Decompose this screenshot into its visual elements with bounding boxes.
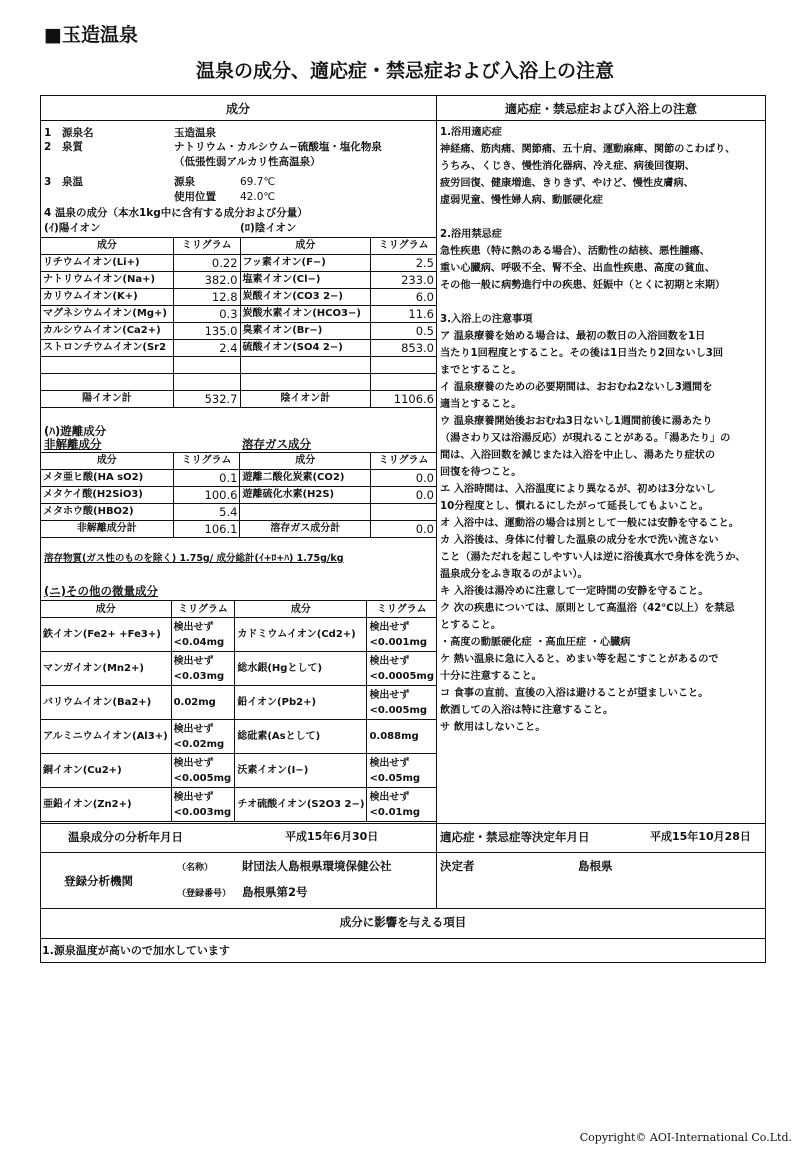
trace-mg-line1: 検出せず <box>369 689 410 701</box>
free-heading: (ﾊ)遊離成分 <box>44 424 107 438</box>
trace-name: 銅イオン(Cu2+) <box>41 754 172 788</box>
ion-table <box>40 237 437 408</box>
quality-label: 泉質 <box>62 141 83 153</box>
nondissociated-total-label: 非解離成分計 <box>41 521 174 538</box>
text-line: ク 次の疾患については、原則として高温浴（42℃以上）を禁忌 <box>440 603 735 614</box>
text-line: オ 入浴中は、運動浴の場合は別として一般には安静を守ること。 <box>440 518 739 529</box>
footer-column-divider <box>436 823 437 908</box>
trace-mg-line2: <0.003mg <box>173 806 232 818</box>
affecting-item-1: 1.源泉温度が高いので加水しています <box>42 944 230 957</box>
cation-name <box>41 374 174 391</box>
decider-label: 決定者 <box>440 859 475 873</box>
gas-mg: 0.0 <box>371 470 437 487</box>
text-line: 虚弱児童、慢性婦人病、動脈硬化症 <box>440 195 603 206</box>
text-line: 疲労回復、健康増進、きりきず、やけど、慢性皮膚病、 <box>440 178 694 189</box>
trace-mg <box>367 754 437 788</box>
text-line: コ 食事の直前、直後の入浴は避けることが望ましいこと。 <box>440 688 709 699</box>
gas-total-value: 0.0 <box>371 521 437 538</box>
right-header: 適応症・禁忌症および入浴上の注意 <box>504 102 697 116</box>
trace-mg-line2: <0.01mg <box>369 806 421 818</box>
free-total-row <box>41 521 437 538</box>
text-line: までとすること。 <box>440 365 522 376</box>
trace-mg-line2: <0.0005mg <box>369 670 434 682</box>
dissolved-summary: 溶存物質(ガス性のものを除く) 1.75g/ 成分総計(ｲ+ﾛ+ﾊ) 1.75g/kg <box>44 553 344 564</box>
dissolved-gas-heading: 溶存ガス成分 <box>242 437 311 451</box>
trace-mg-line1: 検出せず <box>173 757 214 769</box>
text-line: とすること。 <box>440 620 502 631</box>
quality-num: 2 <box>44 141 52 153</box>
text-line: 飲酒しての入浴は特に注意すること。 <box>440 705 614 716</box>
text-line: 温泉成分をふき取るのがよい）。 <box>440 569 588 580</box>
nondissociated-name: メタケイ酸(H2SiO3) <box>41 487 174 504</box>
table-row <box>41 618 437 652</box>
trace-mg-line2: <0.005mg <box>173 772 232 784</box>
trace-mg-line2: <0.05mg <box>369 772 421 784</box>
trace-mg-line2: <0.001mg <box>369 636 428 648</box>
trace-name: 亜鉛イオン(Zn2+) <box>41 788 172 822</box>
text-line: イ 温泉療養のための必要期間は、おおむね2ないし3週間を <box>440 382 713 393</box>
column-header: ミリグラム <box>371 238 437 255</box>
anion-mg <box>371 357 437 374</box>
trace-mg-line1: 検出せず <box>173 791 214 803</box>
cation-total-label: 陽イオン計 <box>41 391 174 408</box>
text-line <box>440 294 766 311</box>
cation-mg: 135.0 <box>173 323 240 340</box>
anion-mg: 11.6 <box>371 306 437 323</box>
anion-name: 炭酸イオン(CO3 2−) <box>240 289 371 306</box>
text-line: 回復を待つこと。 <box>440 467 522 478</box>
column-header: 成分 <box>240 453 371 470</box>
gas-mg: 0.0 <box>371 487 437 504</box>
footer-divider-1 <box>40 823 766 824</box>
anion-name: 硫酸イオン(SO4 2−) <box>240 340 371 357</box>
anion-mg: 2.5 <box>371 255 437 272</box>
anion-mg: 6.0 <box>371 289 437 306</box>
nondissociated-mg: 0.1 <box>173 470 240 487</box>
source-label: 源泉名 <box>62 127 94 139</box>
cation-name: カルシウムイオン(Ca2+) <box>41 323 174 340</box>
text-line: その他一般に病勢進行中の疾患、妊娠中（とくに初期と末期） <box>440 280 726 291</box>
nondissociated-mg: 5.4 <box>173 504 240 521</box>
trace-mg <box>171 720 235 754</box>
free-table <box>40 452 437 538</box>
trace-name: 沃素イオン(I−) <box>235 754 367 788</box>
cation-name <box>41 357 174 374</box>
anion-mg <box>371 374 437 391</box>
trace-mg <box>367 618 437 652</box>
nondissociated-name: メタ亜ヒ酸(HA sO2) <box>41 470 174 487</box>
cation-name: マグネシウムイオン(Mg+) <box>41 306 174 323</box>
trace-mg-line2: <0.02mg <box>173 738 225 750</box>
text-line: 1.浴用適応症 <box>440 127 502 138</box>
trace-mg-line1: 0.02mg <box>173 697 216 708</box>
column-header: 成分 <box>240 238 371 255</box>
trace-name: チオ硫酸イオン(S2O3 2−) <box>235 788 367 822</box>
trace-mg-line2: <0.005mg <box>369 704 428 716</box>
table-row <box>41 323 437 340</box>
anion-name: フッ素イオン(F−) <box>240 255 371 272</box>
text-line: こと（湯ただれを起こしやすい人は逆に浴後真水で身体を洗うか、 <box>440 552 746 563</box>
table-row <box>41 255 437 272</box>
indications-text <box>440 124 766 736</box>
temp-source-label: 源泉 <box>174 176 195 188</box>
column-header: ミリグラム <box>173 238 240 255</box>
trace-mg-line1: 検出せず <box>369 621 410 633</box>
trace-table-header <box>41 601 437 618</box>
table-row <box>41 504 437 521</box>
text-line: キ 入浴後は湯冷めに注意して一定時間の安静を守ること。 <box>440 586 709 597</box>
quality-value-1: ナトリウム・カルシウム−硫酸塩・塩化物泉 <box>174 141 382 153</box>
text-line: 適当とすること。 <box>440 399 522 410</box>
temp-use-label: 使用位置 <box>174 191 216 203</box>
cation-mg: 382.0 <box>173 272 240 289</box>
table-row <box>41 272 437 289</box>
analysis-date: 平成15年6月30日 <box>285 830 379 843</box>
cation-total-value: 532.7 <box>173 391 240 408</box>
affecting-items-heading: 成分に影響を与える項目 <box>339 915 467 929</box>
trace-heading: (ニ)その他の微量成分 <box>44 584 159 598</box>
trace-name: マンガイオン(Mn2+) <box>41 652 172 686</box>
table-row <box>41 487 437 504</box>
composition-heading: 4 温泉の成分（本水1kg中に含有する成分および分量） <box>44 207 308 219</box>
table-row <box>41 306 437 323</box>
trace-mg <box>367 788 437 822</box>
table-row <box>41 340 437 357</box>
free-table-header <box>41 453 437 470</box>
anion-name <box>240 357 371 374</box>
text-line: カ 入浴後は、身体に付着した温泉の成分を水で洗い流さない <box>440 535 719 546</box>
trace-name: カドミウムイオン(Cd2+) <box>235 618 367 652</box>
nondissociated-total-value: 106.1 <box>173 521 240 538</box>
trace-mg <box>171 788 235 822</box>
trace-mg-line2: <0.03mg <box>173 670 225 682</box>
trace-name: 総砒素(Asとして) <box>235 720 367 754</box>
decision-date: 平成15年10月28日 <box>650 830 751 843</box>
text-line: （湯さわり又は浴湯反応）が現れることがある。「湯あたり」の <box>440 433 731 444</box>
anion-name: 塩素イオン(Cl−) <box>240 272 371 289</box>
gas-total-label: 溶存ガス成分計 <box>240 521 371 538</box>
anion-name <box>240 374 371 391</box>
anion-mg: 0.5 <box>371 323 437 340</box>
trace-name: 総水銀(Hgとして) <box>235 652 367 686</box>
footer-divider-2 <box>40 852 766 853</box>
anion-total-label: 陰イオン計 <box>240 391 371 408</box>
text-line: ア 温泉療養を始める場合は、最初の数日の入浴回数を1日 <box>440 331 706 342</box>
cation-name: ナトリウムイオン(Na+) <box>41 272 174 289</box>
nondissociated-name: メタホウ酸(HBO2) <box>41 504 174 521</box>
column-header: ミリグラム <box>173 453 240 470</box>
decider-value: 島根県 <box>578 859 613 873</box>
text-line: 重い心臓病、呼吸不全、腎不全、出血性疾患、高度の貧血、 <box>440 263 716 274</box>
text-line: ウ 温泉療養開始後おおむね3日ないし1週間前後に湯あたり <box>440 416 713 427</box>
left-header: 成分 <box>225 102 250 116</box>
trace-mg <box>367 720 437 754</box>
anion-mg: 853.0 <box>371 340 437 357</box>
trace-name: 鉄イオン(Fe2+ +Fe3+) <box>41 618 172 652</box>
column-header: ミリグラム <box>371 453 437 470</box>
anion-heading: (ﾛ)陰イオン <box>240 222 297 234</box>
trace-mg <box>171 618 235 652</box>
brand-title: ■玉造温泉 <box>44 24 138 46</box>
column-header: 成分 <box>41 601 172 618</box>
trace-name: アルミニウムイオン(Al3+) <box>41 720 172 754</box>
footer-divider-3 <box>40 908 766 909</box>
trace-mg <box>171 686 235 720</box>
trace-mg-line2: <0.04mg <box>173 636 225 648</box>
table-row <box>41 470 437 487</box>
cation-mg <box>173 374 240 391</box>
column-header: 成分 <box>41 453 174 470</box>
table-row <box>41 720 437 754</box>
cation-mg: 12.8 <box>173 289 240 306</box>
text-line <box>440 209 766 226</box>
anion-name: 炭酸水素イオン(HCO3−) <box>240 306 371 323</box>
text-line: サ 飲用はしないこと。 <box>440 722 546 733</box>
trace-mg-line1: 検出せず <box>173 621 214 633</box>
text-line: うちみ、くじき、慢性消化器病、冷え症、病後回復期、 <box>440 161 695 172</box>
cation-name: リチウムイオン(Li+) <box>41 255 174 272</box>
text-line: 当たり1回程度とすること。その後は1日当たり2回ないし3回 <box>440 348 724 359</box>
temp-num: 3 <box>44 176 52 188</box>
gas-name <box>240 504 371 521</box>
text-line: 十分に注意すること。 <box>440 671 542 682</box>
ion-total-row <box>41 391 437 408</box>
trace-mg-line1: 0.088mg <box>369 731 419 742</box>
text-line: 10分程度とし、慣れるにしたがって延長してもよいこと。 <box>440 501 709 512</box>
column-header: ミリグラム <box>367 601 437 618</box>
table-row <box>41 357 437 374</box>
table-row <box>41 788 437 822</box>
registration-value: 島根県第2号 <box>242 885 308 899</box>
column-header: ミリグラム <box>171 601 235 618</box>
text-line: ケ 熱い温泉に急に入ると、めまい等を起こすことがあるので <box>440 654 719 665</box>
trace-table <box>40 600 437 822</box>
trace-mg-line1: 検出せず <box>173 655 214 667</box>
nondissociated-mg: 100.6 <box>173 487 240 504</box>
lab-name-label: （名称） <box>177 863 214 873</box>
cation-name: ストロンチウムイオン(Sr2 <box>41 340 174 357</box>
anion-name: 臭素イオン(Br−) <box>240 323 371 340</box>
analysis-date-label: 温泉成分の分析年月日 <box>68 830 183 844</box>
table-row <box>41 754 437 788</box>
nondissociated-heading: 非解離成分 <box>44 437 102 451</box>
trace-mg-line1: 検出せず <box>369 791 410 803</box>
trace-mg-line1: 検出せず <box>369 757 410 769</box>
registration-label: （登録番号） <box>177 889 232 899</box>
text-line: 3.入浴上の注意事項 <box>440 314 533 325</box>
header-divider <box>40 120 766 121</box>
cation-heading: (ｲ)陽イオン <box>44 222 101 234</box>
table-row <box>41 374 437 391</box>
column-header: 成分 <box>41 238 174 255</box>
anion-mg: 233.0 <box>371 272 437 289</box>
copyright: Copyright© AOI-International Co.Ltd. <box>579 1131 792 1144</box>
trace-mg-line1: 検出せず <box>369 655 410 667</box>
lab-label: 登録分析機関 <box>64 874 133 888</box>
cation-mg: 0.3 <box>173 306 240 323</box>
text-line: 急性疾患（特に熱のある場合）、活動性の結核、悪性腫瘍、 <box>440 246 710 257</box>
ion-table-header <box>41 238 437 255</box>
trace-mg <box>367 652 437 686</box>
decision-date-label: 適応症・禁忌症等決定年月日 <box>440 830 590 844</box>
table-row <box>41 289 437 306</box>
text-line: 神経痛、筋肉痛、関節痛、五十肩、運動麻痺、関節のこわばり、 <box>440 144 736 155</box>
document-title: 温泉の成分、適応症・禁忌症および入浴上の注意 <box>195 60 614 82</box>
trace-name: バリウムイオン(Ba2+) <box>41 686 172 720</box>
footer-divider-4 <box>40 938 766 939</box>
cation-name: カリウムイオン(K+) <box>41 289 174 306</box>
temp-source-value: 69.7℃ <box>240 176 276 188</box>
gas-name: 遊離硫化水素(H2S) <box>240 487 371 504</box>
temp-label: 泉温 <box>62 176 83 188</box>
trace-name: 鉛イオン(Pb2+) <box>235 686 367 720</box>
trace-mg <box>171 652 235 686</box>
cation-mg <box>173 357 240 374</box>
text-line: エ 入浴時間は、入浴温度により異なるが、初めは3分ないし <box>440 484 716 495</box>
cation-mg: 0.22 <box>173 255 240 272</box>
quality-value-2: （低張性弱アルカリ性高温泉） <box>174 156 321 168</box>
table-row <box>41 652 437 686</box>
lab-name-value: 財団法人島根県環境保健公社 <box>242 859 392 873</box>
trace-mg <box>367 686 437 720</box>
text-line: ・高度の動脈硬化症 ・高血圧症 ・心臓病 <box>440 637 631 648</box>
anion-total-value: 1106.6 <box>371 391 437 408</box>
gas-mg <box>371 504 437 521</box>
temp-use-value: 42.0℃ <box>240 191 276 203</box>
trace-mg <box>171 754 235 788</box>
source-value: 玉造温泉 <box>174 127 216 139</box>
text-line: 2.浴用禁忌症 <box>440 229 502 240</box>
gas-name: 遊離二酸化炭素(CO2) <box>240 470 371 487</box>
table-row <box>41 686 437 720</box>
source-num: 1 <box>44 127 52 139</box>
cation-mg: 2.4 <box>173 340 240 357</box>
column-header: 成分 <box>235 601 367 618</box>
text-line: 間は、入浴回数を減じまたは入浴を中止し、湯あたり症状の <box>440 450 716 461</box>
trace-mg-line1: 検出せず <box>173 723 214 735</box>
